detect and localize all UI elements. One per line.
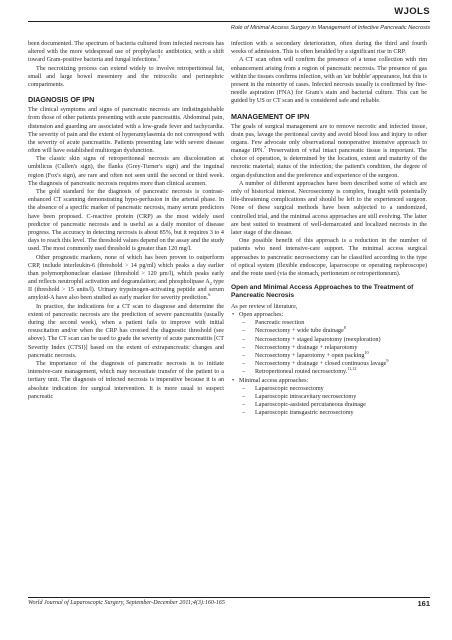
paragraph: The clinical symptoms and signs of pancreatic necrosis are indistinguishable from those of other patients presenting with acute pancreatitis. Abdominal pain, distension and guarding are associated with a low-grade fever and tachycardia. The severity of pain and the extent of hyperamylasemia do not correspond with the severity of acute pancreatitis. Patients presenting late with severe disease often will have established multiorgan dysfunction. xyxy=(28,107,224,155)
open-approaches-item: • Open approaches: – Pancreatic resection – Necrosectomy + wide tube drainage$^8$ – Necrosectomy + staged laparotomy (reexploration) – Necrosectomy + drainage + relaparotomy – Necrosectomy + laparotomy + open packing$^{10}$ – Necrosectomy + drainage + closed continuous lavage$^9$ – Retroperitoneal routed necrosectomy.$^{11,12}$ xyxy=(231,311,427,377)
list-item: – Laparoscopic necrosectomy xyxy=(239,385,427,393)
list-item: – Laparoscopic intracavitary necrosectomy xyxy=(239,393,427,401)
list-item: – Necrosectomy + laparotomy + open packing$^{10}$ xyxy=(239,352,427,360)
paragraph: The necrotizing process can extend widely to involve retroperitoneal fat, small and large bowel mesentery and the retrocolic and perinephric compartments. xyxy=(28,65,224,88)
paragraph: As per review of literature, xyxy=(231,303,298,310)
paragraph: One possible benefit of this approach is a reduction in the number of patients who need intensive-care support. The minimal access surgical approaches to pancreatic necrosectomy can be classified according to the type of optical system (flexible endoscope, laparoscope or operating nephroscope) and the route used (via the stomach, peritoneum or retroperitoneum). xyxy=(231,238,427,277)
paragraph: The importance of the diagnosis of pancreatic necrosis is to initiate intensive-care management, which may necessitate transfer of the patient to a tertiary unit. The diagnosis of infected necrosis is imperative because it is an absolute indication for surgical intervention. It is more usual to suspect pancreatic xyxy=(28,360,224,400)
left-column xyxy=(28,40,224,401)
list-item: – Necrosectomy + drainage + relaparotomy xyxy=(239,344,427,352)
footer-rule xyxy=(28,597,430,598)
list-item: – Laparoscopic-assisted percutaneous drainage xyxy=(239,401,427,409)
section-heading-management: MANAGEMENT OF IPN xyxy=(231,111,310,121)
paragraph: been documented. The spectrum of bacteria cultured from infected necrosis has altered with the more widespread use of prophylactic antibiotics, with a shift toward Gram-positive bacteria and fungal infections.$^5$ xyxy=(28,41,224,64)
header-rule xyxy=(28,21,430,22)
list-item: – Retroperitoneal routed necrosectomy.$^{11,12}$ xyxy=(239,368,427,376)
right-column xyxy=(231,40,427,418)
paragraph: In practice, the indications for a CT scan to diagnose and determine the extent of pancreatic necrosis are the prediction of severe pancreatitis (usually during the second week), when a patient fails to improve with initial resuscitation and/or when the CRP has crossed the diagnostic threshold (see above). The CT scan can be used to grade the severity of acute pancreatitis [CT Severity Index (CTSI)] based on the extent of extrapancreatic changes and pancreatic necrosis. xyxy=(28,303,224,359)
paragraph: The gold standard for the diagnosis of pancreatic necrosis is contrast-enhanced CT scanning demonstrating hypo-perfusion in the arterial phase. In the absence of a specific marker of pancreatic necrosis, many serum predictors have been proposed. C-reactive protein (CRP) as the most widely used predictor of pancreatic necrosis and is useful as a daily monitor of disease progress. The accuracy in detecting necrosis is about 85%, but it requires 3 to 4 days to reach this level. The threshold values depend on the assay and the study used. The most commonly used threshold is greater than 120 mg/l. xyxy=(28,189,224,253)
paragraph: The goals of surgical management are to remove necrotic and infected tissue, drain pus, lavage the peritoneal cavity and avoid blood loss and injury to other organs. Few advocate only observational nonoperative intensive approach to manage IPN.$^7$ Preservation of vital intact pancreatic tissue is important. The choice of operation, is determined by the location, extent and maturity of the necrotic material; status of the infection; the patient's condition, the degree of organ dysfunction and the preference and experience of the surgeon. xyxy=(231,123,427,179)
journal-tag: WJOLS xyxy=(394,6,430,17)
paragraph: The classic skin signs of retroperitoneal necrosis are discoloration at umbilicus (Cullen's sign), the flanks (Grey-Turner's sign) and the inguinal region (Fox's sign), are rare and often not seen until the second or third week. The diagnosis of pancreatic necrosis requires more than clinical acumen. xyxy=(28,156,224,187)
minimal-approaches-list xyxy=(239,385,427,418)
approaches-list xyxy=(231,311,427,417)
minimal-approaches-item: • Minimal access approaches: – Laparoscopic necrosectomy – Laparoscopic intracavitary necrosectomy – Laparoscopic-assisted percutaneous drainage – Laparoscopic transgastric necrosectomy xyxy=(231,377,427,418)
list-item: – Necrosectomy + wide tube drainage$^8$ xyxy=(239,327,427,335)
paragraph: A number of different approaches have been described some of which are only of historical interest. Necrosectomy is complex, fraught with potentially life-threatening complications and should be left to the experienced surgeon. None of these surgical methods have been subjected to a randomized, controlled trial, and the minimal access approaches are still evolving. The latter are best suited to treatment of well-demarcated and localized necrosis in the later stage of the disease. xyxy=(231,180,427,236)
list-item: – Necrosectomy + drainage + closed continuous lavage$^9$ xyxy=(239,360,427,368)
footer-citation: World Journal of Laparoscopic Surgery, September-December 2011;4(3):160-165 xyxy=(28,600,225,606)
paragraph: A CT scan often will confirm the presence of a tense collection with rim enhancement arising from a region of pancreatic necrosis. The presence of gas within the tissues confirms infection, with an 'air bubble' appearance, but this is present in the minority of cases. Infected necrosis usually is confirmed by fine-needle aspiration (FNA) for Gram's stain and bacterial culture. This can be guided by US or CT scan and is considered safe and reliable. xyxy=(231,57,427,105)
section-heading-diagnosis: DIAGNOSIS OF IPN xyxy=(28,95,95,105)
list-item: – Laparoscopic transgastric necrosectomy xyxy=(239,409,427,417)
open-approaches-list xyxy=(239,319,427,376)
paragraph: Other prognostic markers, none of which has been proven to outperform CRP, include interleukin-6 (threshold > 14 pg/ml) which peaks a day earlier than polymorphonuclear elastase (threshold > 120 µm/l), which peaks early and reflects neutrophil activation and degranulation; and phospholipase $A_2$ type II (threshold > 15 units/l). Urinary trypsinogen-activating peptide and serum amyloid-A have also been studied as early marker for severity prediction.$^6$ xyxy=(28,254,224,302)
list-item: – Pancreatic resection xyxy=(239,319,427,327)
subsection-heading-approaches: Open and Minimal Access Approaches to the Treatment of Pancreatic Necrosis xyxy=(231,284,414,300)
paragraph: infection with a secondary deterioration, often during the third and fourth weeks of admission. This is often heralded by a significant rise in CRP. xyxy=(231,41,427,56)
running-head: Role of Minimal Access Surgery in Management of Infective Pancreatic Necrosis xyxy=(230,25,430,31)
page-number: 161 xyxy=(417,599,430,608)
list-item: – Necrosectomy + staged laparotomy (reexploration) xyxy=(239,336,427,344)
